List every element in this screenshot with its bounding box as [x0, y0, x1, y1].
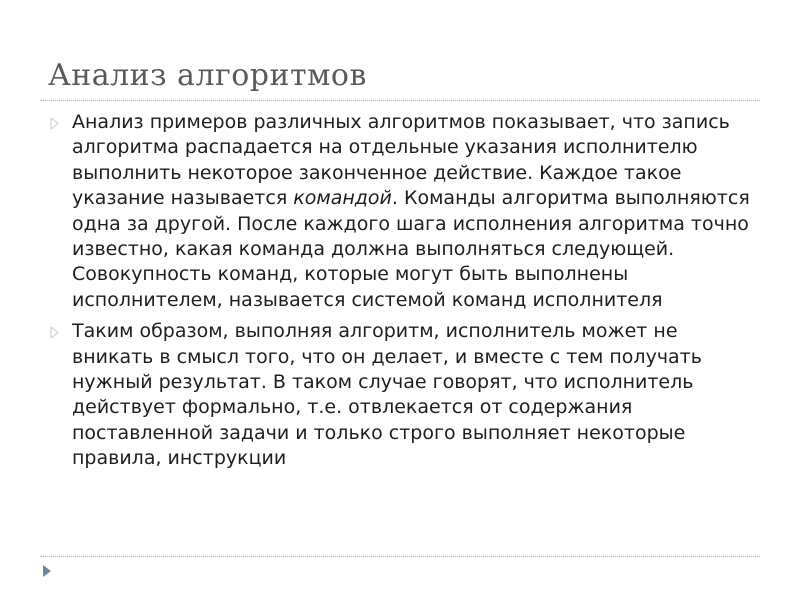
bullet-1-text-end: . Команды алгоритма выполняются одна за другой. После каждого шага исполнения алгоритма точно известно, какая команда должна выполняться следующей. Совокупность команд, которые могут быть выполнены исполнителем, называется системой команд исполнителя: [72, 187, 750, 311]
bullet-1-text-start: Анализ примеров различных алгоритмов показывает, что запись алгоритма распадается на отдельные указания исполнителю выполнить некоторое законченное действие. Каждое такое указание называется: [72, 111, 730, 210]
diamond-bullet-icon: [48, 116, 61, 131]
triangle-arrow-icon: [42, 564, 52, 578]
diamond-bullet-icon: [48, 325, 61, 340]
bullet-1-emphasis: командой: [293, 187, 392, 210]
bullet-2-text: Таким образом, выполняя алгоритм, исполнитель может не вникать в смысл того, что он делает, и вместе с тем получать нужный результат. В таком случае говорят, что исполнитель действует формально, т.е. отвлекается от содержания поставленной задачи и только строго выполняет некоторые правила, инструкции: [72, 320, 702, 470]
bullet-item-1: [48, 110, 760, 313]
bullet-item-2: [48, 319, 760, 471]
title-divider: [40, 100, 760, 101]
footer-divider: [40, 556, 760, 557]
slide-title: Анализ алгоритмов: [48, 58, 367, 93]
slide-content: [48, 110, 760, 478]
